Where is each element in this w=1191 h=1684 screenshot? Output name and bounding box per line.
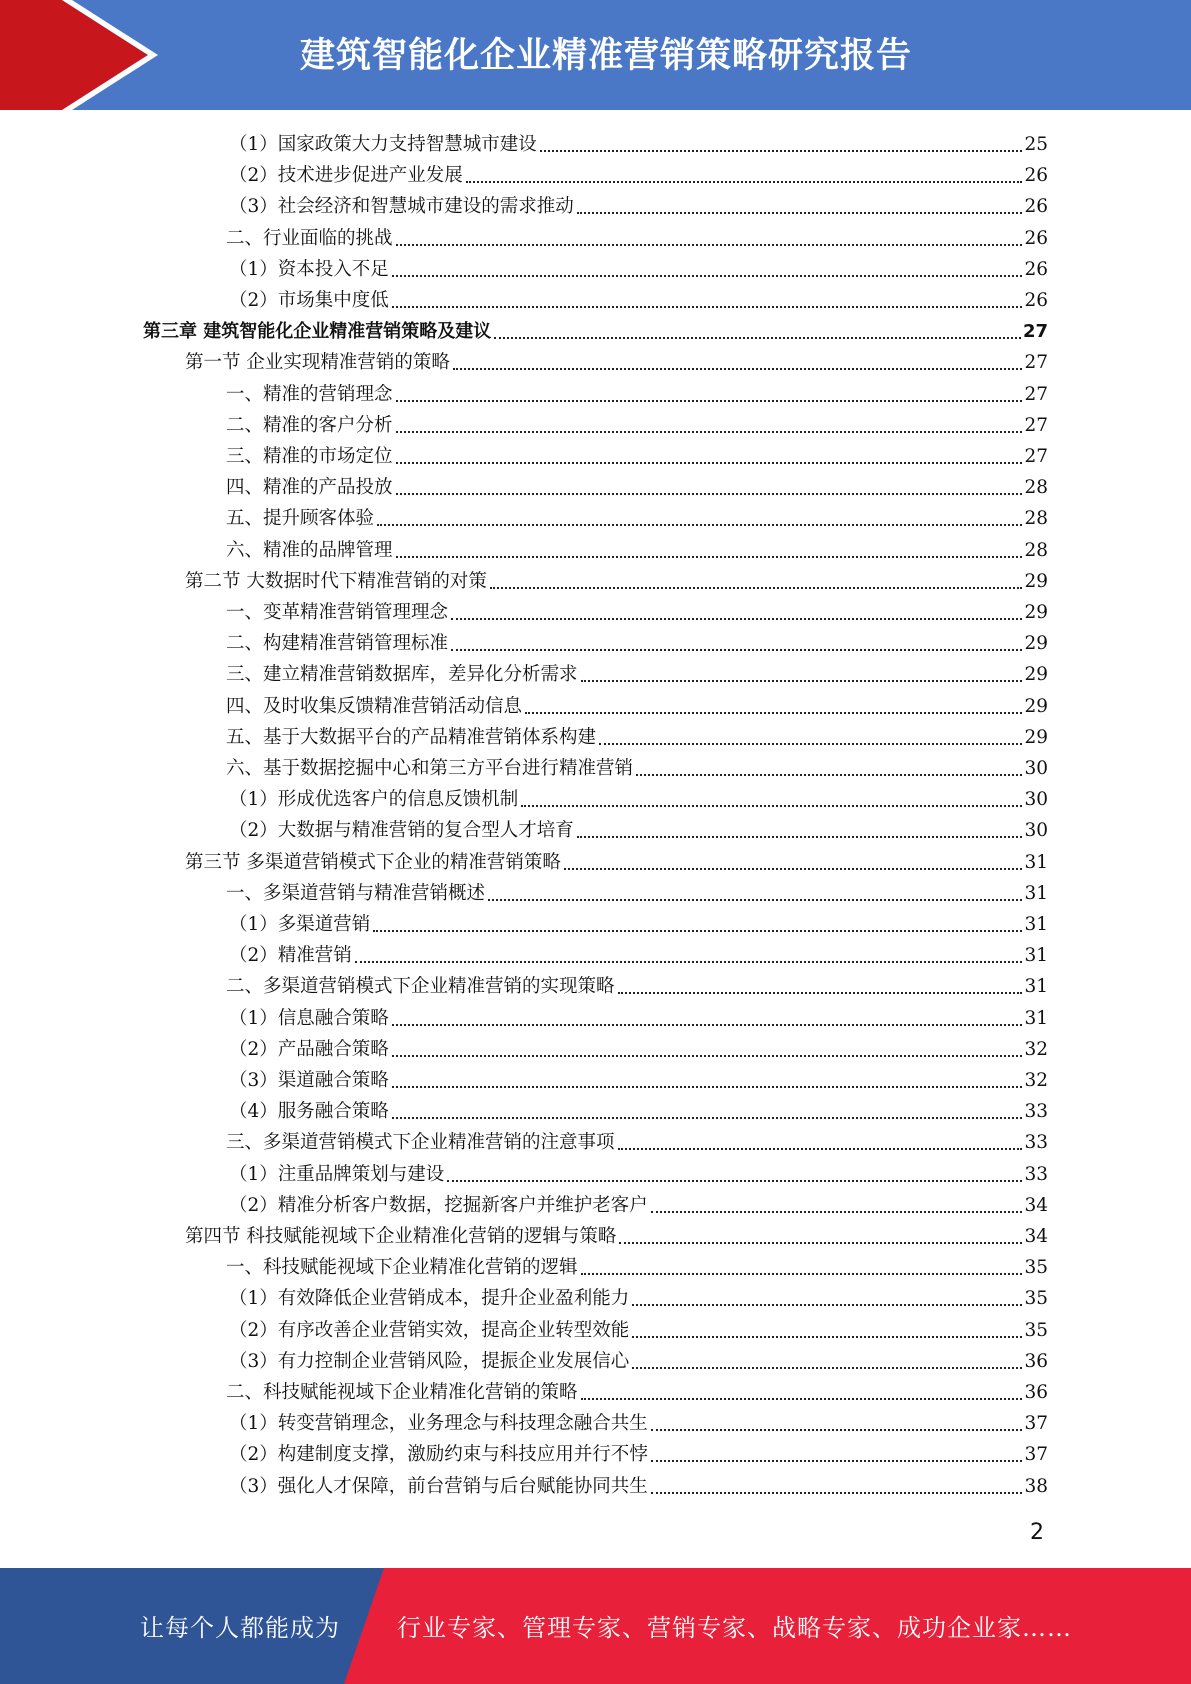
toc-entry[interactable] [185, 343, 1048, 374]
toc-leader-dots [632, 1304, 1022, 1306]
toc-entry-label: （2）有序改善企业营销实效，提高企业转型效能 [229, 1319, 630, 1341]
toc-entry-label: 第二节 大数据时代下精准营销的对策 [185, 570, 487, 592]
toc-entry[interactable] [143, 312, 1048, 343]
toc-entry[interactable] [226, 406, 1048, 437]
toc-leader-dots [581, 680, 1023, 682]
toc-entry[interactable] [226, 655, 1048, 686]
toc-entry[interactable] [229, 1435, 1048, 1466]
toc-leader-dots [355, 961, 1023, 963]
toc-entry[interactable] [229, 999, 1048, 1030]
toc-entry[interactable] [229, 281, 1048, 312]
toc-entry[interactable] [226, 749, 1048, 780]
toc-entry-page: 29 [1024, 602, 1048, 623]
toc-entry-label: （3）渠道融合策略 [229, 1070, 389, 1091]
toc-entry[interactable] [229, 811, 1048, 842]
toc-leader-dots [599, 743, 1022, 745]
toc-leader-dots [392, 1117, 1023, 1119]
toc-entry-page: 36 [1024, 1382, 1048, 1403]
toc-entry[interactable] [226, 593, 1048, 624]
toc-entry[interactable] [226, 687, 1048, 718]
toc-entry[interactable] [229, 1030, 1048, 1061]
page-footer [0, 1568, 1191, 1684]
toc-leader-dots [396, 493, 1023, 495]
toc-entry-label: 二、多渠道营销模式下企业精准营销的实现策略 [226, 976, 615, 998]
toc-entry[interactable] [229, 156, 1048, 187]
toc-entry-label: 六、基于数据挖掘中心和第三方平台进行精准营销 [226, 758, 634, 779]
toc-leader-dots [392, 1024, 1023, 1026]
toc-entry-label: 第一节 企业实现精准营销的策略 [185, 352, 450, 374]
toc-entry[interactable] [229, 125, 1048, 156]
toc-entry-label: 二、科技赋能视域下企业精准化营销的策略 [226, 1382, 578, 1403]
toc-entry[interactable] [226, 967, 1048, 998]
toc-entry[interactable] [229, 250, 1048, 281]
footer-slogan-left: 让每个人都能成为 [140, 1614, 340, 1642]
toc-entry-page: 31 [1024, 945, 1048, 967]
toc-entry-page: 31 [1024, 882, 1048, 904]
toc-entry-page: 36 [1024, 1350, 1048, 1372]
toc-entry-page: 33 [1024, 1101, 1048, 1123]
toc-entry-label: 一、变革精准营销管理理念 [226, 602, 449, 623]
toc-entry[interactable] [226, 375, 1048, 406]
toc-entry-page: 38 [1024, 1475, 1048, 1497]
toc-entry-page: 34 [1024, 1226, 1048, 1247]
toc-entry-label: （2）精准分析客户数据，挖掘新客户并维护老客户 [229, 1194, 648, 1216]
toc-entry-label: （1）转变营销理念，业务理念与科技理念融合共生 [229, 1413, 648, 1435]
toc-leader-dots [396, 244, 1023, 246]
toc-entry-label: （3）有力控制企业营销风险，提振企业发展信心 [229, 1350, 630, 1372]
toc-entry[interactable] [226, 468, 1048, 499]
toc-entry[interactable] [226, 499, 1048, 530]
toc-entry-label: （1）信息融合策略 [229, 1007, 389, 1029]
toc-entry-label: 第四节 科技赋能视域下企业精准化营销的逻辑与策略 [185, 1226, 617, 1247]
toc-entry-label: 二、行业面临的挑战 [226, 227, 393, 249]
toc-leader-dots [373, 930, 1022, 932]
toc-entry-page: 37 [1024, 1444, 1048, 1466]
toc-entry[interactable] [229, 780, 1048, 811]
toc-entry-page: 28 [1024, 508, 1048, 530]
toc-entry-label: （1）注重品牌策划与建设 [229, 1163, 445, 1185]
toc-entry-page: 35 [1024, 1319, 1048, 1341]
toc-entry-label: （2）市场集中度低 [229, 290, 389, 311]
toc-leader-dots [525, 712, 1022, 714]
toc-entry-label: （1）有效降低企业营销成本，提升企业盈利能力 [229, 1288, 630, 1310]
report-title: 建筑智能化企业精准营销策略研究报告 [300, 36, 913, 76]
toc-entry-page: 33 [1024, 1132, 1048, 1154]
toc-entry[interactable] [229, 1155, 1048, 1186]
toc-entry-label: （3）社会经济和智慧城市建设的需求推动 [229, 196, 574, 218]
toc-entry-page: 32 [1024, 1070, 1048, 1091]
toc-entry-page: 26 [1024, 227, 1048, 249]
toc-entry[interactable] [229, 905, 1048, 936]
toc-entry-page: 31 [1024, 976, 1048, 998]
toc-entry-page: 29 [1024, 633, 1048, 655]
toc-entry[interactable] [229, 1342, 1048, 1373]
toc-leader-dots [540, 150, 1023, 152]
toc-leader-dots [577, 212, 1023, 214]
toc-leader-dots [619, 1242, 1022, 1244]
toc-leader-dots [396, 400, 1023, 402]
toc-leader-dots [494, 337, 1021, 339]
toc-entry[interactable] [226, 1123, 1048, 1154]
toc-entry-label: 一、科技赋能视域下企业精准化营销的逻辑 [226, 1257, 578, 1279]
toc-leader-dots [618, 992, 1023, 994]
toc-entry-page: 29 [1024, 695, 1048, 717]
toc-entry-label: 四、精准的产品投放 [226, 477, 393, 499]
toc-entry-label: （1）资本投入不足 [229, 258, 389, 280]
toc-entry-label: 四、及时收集反馈精准营销活动信息 [226, 695, 523, 717]
toc-entry[interactable] [229, 1092, 1048, 1123]
toc-entry-page: 27 [1024, 383, 1048, 405]
toc-leader-dots [581, 1273, 1023, 1275]
toc-entry[interactable] [229, 1467, 1048, 1498]
toc-entry-label: （1）形成优选客户的信息反馈机制 [229, 789, 519, 811]
toc-entry[interactable] [185, 843, 1048, 874]
toc-entry-label: 一、多渠道营销与精准营销概述 [226, 882, 486, 904]
toc-leader-dots [447, 1180, 1022, 1182]
toc-entry-page: 29 [1024, 664, 1048, 686]
toc-entry-page: 32 [1024, 1038, 1048, 1060]
toc-entry-page: 30 [1024, 789, 1048, 811]
toc-entry-label: 五、提升顾客体验 [226, 508, 375, 530]
toc-entry-page: 26 [1024, 165, 1048, 187]
toc-entry-label: （1）多渠道营销 [229, 914, 371, 935]
toc-entry-page: 27 [1024, 352, 1048, 374]
toc-entry-label: 三、多渠道营销模式下企业精准营销的注意事项 [226, 1132, 615, 1154]
toc-leader-dots [451, 618, 1022, 620]
toc-entry[interactable] [226, 624, 1048, 655]
toc-leader-dots [490, 587, 1023, 589]
toc-entry-page: 28 [1024, 539, 1048, 561]
toc-entry-page: 35 [1024, 1288, 1048, 1310]
toc-entry[interactable] [185, 562, 1048, 593]
toc-entry[interactable] [226, 874, 1048, 905]
toc-entry-label: （2）大数据与精准营销的复合型人才培育 [229, 820, 574, 842]
toc-entry-label: 一、精准的营销理念 [226, 383, 393, 405]
toc-entry[interactable] [226, 531, 1048, 562]
toc-entry-label: 六、精准的品牌管理 [226, 539, 393, 561]
toc-entry-page: 28 [1024, 477, 1048, 499]
toc-entry-page: 34 [1024, 1194, 1048, 1216]
toc-leader-dots [392, 275, 1023, 277]
toc-leader-dots [488, 899, 1022, 901]
toc-entry[interactable] [229, 936, 1048, 967]
toc-leader-dots [451, 649, 1022, 651]
toc-entry-page: 27 [1024, 446, 1048, 467]
toc-entry-page: 27 [1022, 321, 1048, 343]
toc-leader-dots [396, 431, 1023, 433]
toc-entry-label: （2）构建制度支撑，激励约束与科技应用并行不悖 [229, 1444, 648, 1466]
toc-entry-page: 37 [1024, 1413, 1048, 1435]
toc-leader-dots [392, 306, 1023, 308]
toc-entry-label: （2）精准营销 [229, 945, 352, 967]
toc-leader-dots [618, 1148, 1023, 1150]
toc-leader-dots [651, 1492, 1023, 1494]
toc-leader-dots [577, 836, 1023, 838]
toc-entry[interactable] [229, 1061, 1048, 1092]
toc-entry-label: 二、精准的客户分析 [226, 414, 393, 436]
toc-entry[interactable] [185, 1217, 1048, 1248]
toc-entry-label: 第三节 多渠道营销模式下企业的精准营销策略 [185, 851, 561, 873]
toc-entry[interactable] [226, 1248, 1048, 1279]
toc-leader-dots [564, 868, 1023, 870]
toc-entry-page: 29 [1024, 570, 1048, 592]
toc-leader-dots [396, 556, 1023, 558]
toc-entry[interactable] [226, 718, 1048, 749]
toc-entry[interactable] [226, 219, 1048, 250]
toc-entry-label: （2）产品融合策略 [229, 1038, 389, 1060]
toc-entry-page: 30 [1024, 758, 1048, 779]
toc-entry[interactable] [229, 1279, 1048, 1310]
toc-entry-page: 25 [1024, 134, 1048, 155]
toc-entry-page: 31 [1024, 914, 1048, 935]
toc-leader-dots [396, 462, 1023, 464]
toc-entry[interactable] [226, 1373, 1048, 1404]
toc-entry[interactable] [229, 1404, 1048, 1435]
toc-leader-dots [581, 1398, 1023, 1400]
toc-entry-label: 三、建立精准营销数据库，差异化分析需求 [226, 664, 578, 686]
toc-entry-page: 26 [1024, 290, 1048, 311]
toc-entry-label: （3）强化人才保障，前台营销与后台赋能协同共生 [229, 1475, 648, 1497]
toc-entry[interactable] [229, 1186, 1048, 1217]
toc-entry-page: 26 [1024, 258, 1048, 280]
toc-entry-label: 第三章 建筑智能化企业精准营销策略及建议 [143, 321, 492, 343]
toc-entry-label: 二、构建精准营销管理标准 [226, 633, 449, 655]
toc-entry[interactable] [229, 1311, 1048, 1342]
toc-leader-dots [377, 524, 1022, 526]
toc-entry-page: 29 [1024, 726, 1048, 748]
toc-entry-label: （1）国家政策大力支持智慧城市建设 [229, 134, 537, 155]
toc-entry[interactable] [229, 187, 1048, 218]
toc-entry-label: 五、基于大数据平台的产品精准营销体系构建 [226, 726, 597, 748]
toc-entry-page: 35 [1024, 1257, 1048, 1279]
footer-slogan-right: 行业专家、管理专家、营销专家、战略专家、成功企业家…… [397, 1614, 1072, 1642]
toc-leader-dots [632, 1367, 1022, 1369]
toc-entry-page: 31 [1024, 1007, 1048, 1029]
toc-leader-dots [392, 1055, 1023, 1057]
toc-entry-page: 27 [1024, 414, 1048, 436]
toc-entry[interactable] [226, 437, 1048, 468]
toc-leader-dots [632, 1336, 1022, 1338]
toc-entry-label: （2）技术进步促进产业发展 [229, 165, 463, 187]
toc-leader-dots [392, 1086, 1023, 1088]
toc-leader-dots [636, 774, 1022, 776]
toc-entry-label: （4）服务融合策略 [229, 1101, 389, 1123]
toc-leader-dots [651, 1211, 1023, 1213]
toc-leader-dots [521, 805, 1022, 807]
page-number: 2 [1030, 1520, 1044, 1545]
toc-entry-label: 三、精准的市场定位 [226, 446, 393, 467]
toc-entry-page: 30 [1024, 820, 1048, 842]
toc-leader-dots [453, 368, 1023, 370]
page-header [0, 0, 1191, 110]
toc-leader-dots [466, 181, 1023, 183]
toc-leader-dots [651, 1460, 1023, 1462]
toc-leader-dots [651, 1429, 1023, 1431]
toc-entry-page: 33 [1024, 1163, 1048, 1185]
toc-entry-page: 31 [1024, 851, 1048, 873]
toc-entry-page: 26 [1024, 196, 1048, 218]
